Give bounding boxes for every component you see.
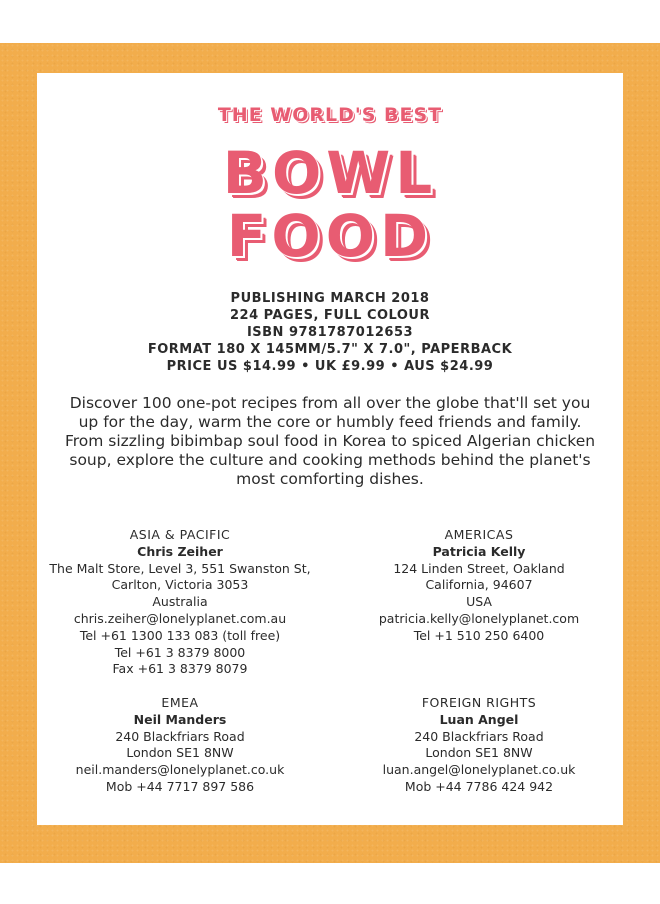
contact-address-line: The Malt Store, Level 3, 551 Swanston St,	[49, 560, 311, 576]
contact-mobile: Mob +44 7717 897 586	[105, 778, 255, 794]
contact-address-line: 240 Blackfriars Road	[414, 728, 544, 744]
contact-name: Luan Angel	[439, 711, 519, 727]
contact-region: AMERICAS	[444, 527, 514, 542]
contact-address-line: 240 Blackfriars Road	[115, 728, 245, 744]
book-title-line1: BOWL	[222, 139, 438, 207]
contact-phone: Tel +61 3 8379 8000	[114, 644, 246, 660]
price: PRICE US $14.99 • UK £9.99 • AUS $24.99	[166, 359, 494, 374]
contact-americas	[334, 527, 624, 645]
format: FORMAT 180 X 145MM/5.7" X 7.0", PAPERBACK	[147, 342, 513, 357]
publishing-date: PUBLISHING MARCH 2018	[230, 291, 430, 306]
contact-region: FOREIGN RIGHTS	[421, 695, 537, 710]
contact-address-line: London SE1 8NW	[126, 745, 234, 761]
contact-region: EMEA	[161, 695, 199, 710]
contact-name: Chris Zeiher	[137, 543, 223, 559]
contact-phone: Tel +61 1300 133 083 (toll free)	[79, 627, 281, 643]
contact-foreign-rights	[334, 695, 624, 796]
contact-phone: Tel +1 510 250 6400	[413, 627, 545, 643]
contact-mobile: Mob +44 7786 424 942	[404, 778, 554, 794]
isbn: ISBN 9781787012653	[246, 325, 414, 340]
contact-country: Australia	[152, 594, 208, 610]
publishing-details	[0, 290, 660, 375]
contact-country: USA	[466, 594, 492, 610]
contact-emea	[35, 695, 325, 796]
book-blurb: Discover 100 one-pot recipes from all over the globe that'll set you up for the day, warm the core or humbly feed friends and family. From sizzling bibimbap soul food in Korea to spiced Algerian chicken soup, explore the culture and cooking methods behind the planet's most comforting dishes.	[64, 394, 596, 488]
contact-asia-pacific	[35, 527, 325, 678]
contact-address-line: Carlton, Victoria 3053	[111, 577, 249, 593]
book-subtitle: THE WORLD'S BEST	[217, 104, 443, 126]
contact-region: ASIA & PACIFIC	[129, 527, 231, 542]
contact-email: patricia.kelly@lonelyplanet.com	[378, 610, 580, 626]
contact-address-line: London SE1 8NW	[425, 745, 533, 761]
contact-fax: Fax +61 3 8379 8079	[112, 661, 248, 677]
page-count: 224 PAGES, FULL COLOUR	[230, 308, 430, 323]
contact-name: Patricia Kelly	[432, 543, 526, 559]
contact-email: luan.angel@lonelyplanet.co.uk	[382, 762, 576, 778]
contact-name: Neil Manders	[133, 711, 227, 727]
contact-address-line: 124 Linden Street, Oakland	[393, 560, 565, 576]
contact-address-line: California, 94607	[425, 577, 533, 593]
book-title-line2: FOOD	[226, 202, 434, 270]
contact-email: neil.manders@lonelyplanet.co.uk	[75, 762, 285, 778]
contact-email: chris.zeiher@lonelyplanet.com.au	[73, 610, 287, 626]
